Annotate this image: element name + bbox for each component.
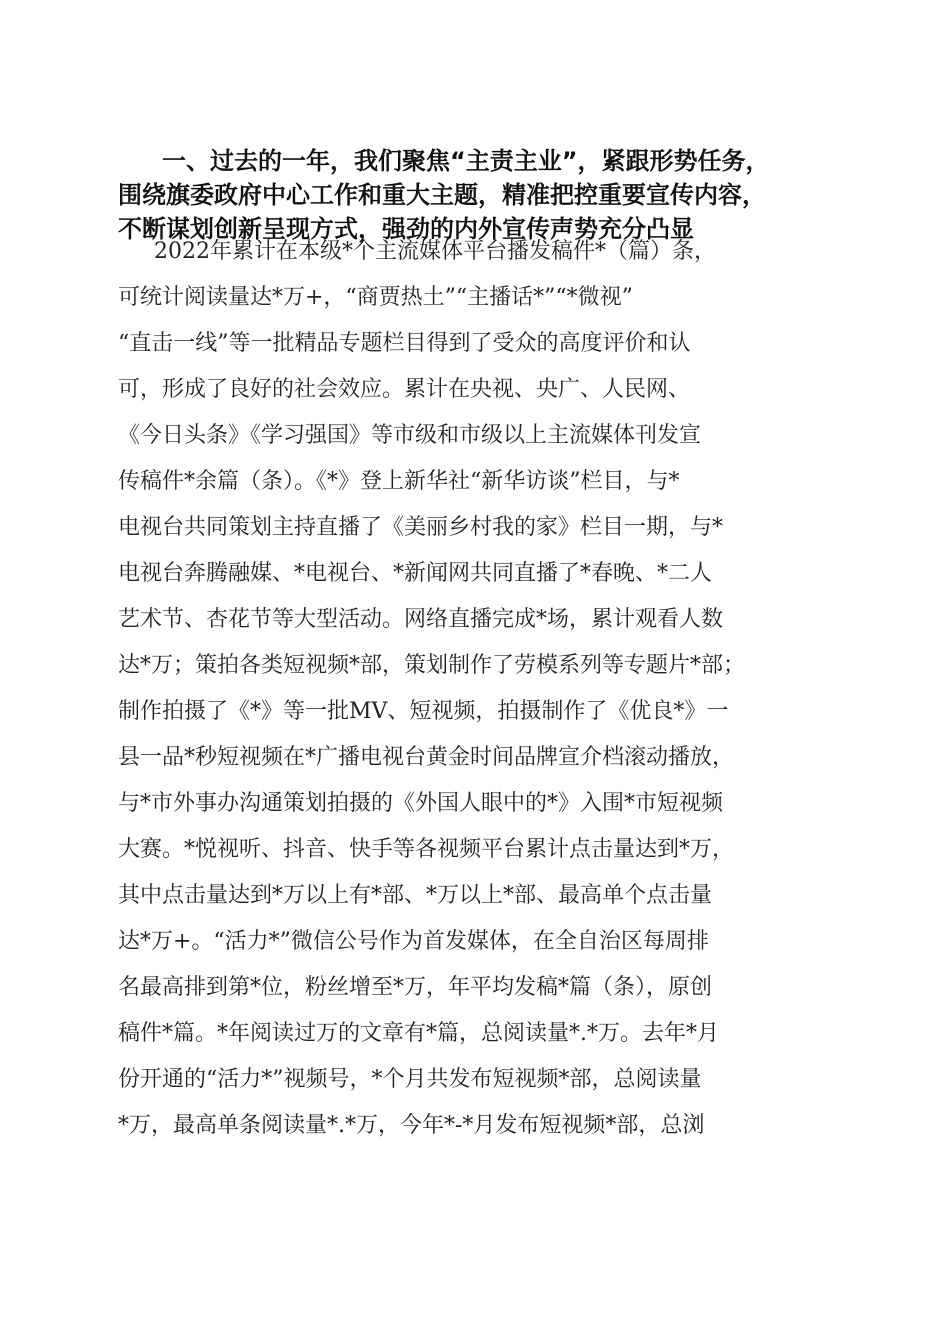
paragraph-line: *万，最高单条阅读量*.*万，今年*-*月发布短视频*部，总浏 <box>118 1113 705 1138</box>
paragraph-line: 制作拍摄了《*》等一批MV、短视频，拍摄制作了《优良*》一 <box>118 699 729 724</box>
body-paragraph <box>118 229 838 1149</box>
paragraph-line: “直击一线”等一批精品专题栏目得到了受众的高度评价和认 <box>118 331 691 356</box>
paragraph-line: 传稿件*余篇（条）。《*》登上新华社“新华访谈”栏目，与* <box>118 469 680 494</box>
paragraph-line: 名最高排到第*位，粉丝增至*万，年平均发稿*篇（条），原创 <box>118 975 713 1000</box>
paragraph-line: 艺术节、杏花节等大型活动。网络直播完成*场，累计观看人数 <box>118 607 724 632</box>
heading-line: 不断谋划创新呈现方式，强劲的内外宣传声势充分凸显 <box>118 215 694 243</box>
paragraph-line: 稿件*篇。*年阅读过万的文章有*篇，总阅读量*.*万。去年*月 <box>118 1021 719 1046</box>
paragraph-line: 电视台共同策划主持直播了《美丽乡村我的家》栏目一期，与* <box>118 515 724 540</box>
paragraph-line: 与*市外事办沟通策划拍摄的《外国人眼中的*》入围*市短视频 <box>118 791 724 816</box>
paragraph-line: 2022年累计在本级*个主流媒体平台播发稿件*（篇）条， <box>154 239 716 264</box>
heading-line: 围绕旗委政府中心工作和重大主题，精准把控重要宣传内容， <box>118 181 766 209</box>
paragraph-line: 达*万；策拍各类短视频*部，策划制作了劳模系列等专题片*部； <box>118 653 746 678</box>
paragraph-line: 县一品*秒短视频在*广播电视台黄金时间品牌宣介档滚动播放， <box>118 745 735 770</box>
paragraph-line: 达*万+。“活力*”微信公号作为首发媒体，在全自治区每周排 <box>118 929 709 954</box>
paragraph-line: 《今日头条》《学习强国》等市级和市级以上主流媒体刊发宣 <box>118 423 702 448</box>
paragraph-line: 其中点击量达到*万以上有*部、*万以上*部、最高单个点击量 <box>118 883 713 908</box>
heading-line: 一、过去的一年，我们聚焦“主责主业”，紧跟形势任务， <box>162 147 770 175</box>
paragraph-line: 电视台奔腾融媒、*电视台、*新闻网共同直播了*春晚、*二人 <box>118 561 713 586</box>
paragraph-line: 份开通的“活力*”视频号，*个月共发布短视频*部，总阅读量 <box>118 1067 702 1092</box>
paragraph-line: 可统计阅读量达*万+，“商贾热土”“主播话*”“*微视” <box>118 285 633 310</box>
paragraph-line: 大赛。*悦视听、抖音、快手等各视频平台累计点击量达到*万， <box>118 837 735 862</box>
paragraph-line: 可，形成了良好的社会效应。累计在央视、央广、人民网、 <box>118 377 691 402</box>
